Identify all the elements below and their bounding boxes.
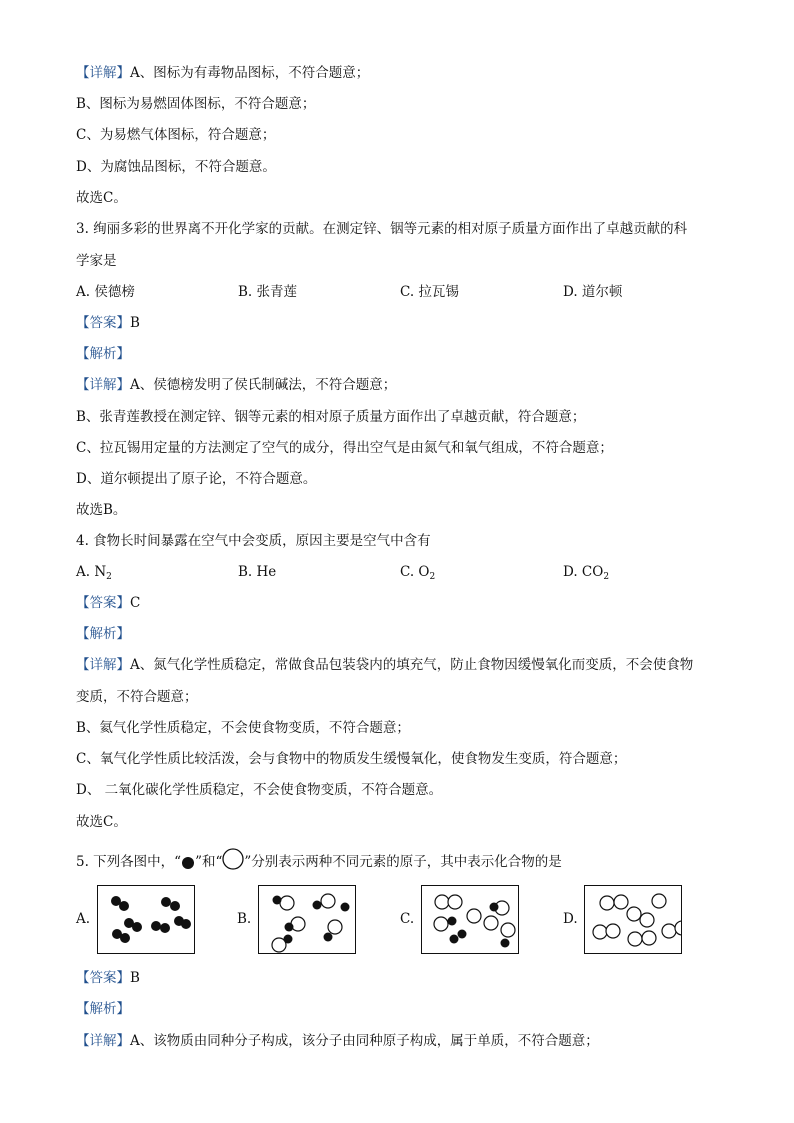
answer-value: B <box>130 970 140 986</box>
q3-option-d: D. 道尔顿 <box>563 284 623 300</box>
q3-analysis <box>76 345 130 363</box>
detail-line-1 <box>76 64 369 82</box>
diagram-box-b <box>258 885 356 954</box>
answer-value: B <box>130 315 140 331</box>
diagram-d-particles <box>585 886 681 953</box>
answer-tag: 【答案】 <box>76 970 130 986</box>
diagram-box-c <box>421 885 519 954</box>
diagram-c-particles <box>422 886 518 953</box>
q4-option-d: D. $CO_2$ <box>563 564 610 582</box>
q5-detail-1 <box>76 1032 599 1050</box>
q4-detail-1 <box>76 656 693 674</box>
answer-value: C <box>130 595 141 611</box>
diagram-a-particles <box>98 886 194 953</box>
q3-stem-line1: 3. 绚丽多彩的世界离不开化学家的贡献。在测定锌、铟等元素的相对原子质量方面作出了卓越贡献的科 <box>76 221 688 237</box>
answer-tag: 【答案】 <box>76 315 130 331</box>
answer-tag: 【答案】 <box>76 595 130 611</box>
detail-line-2: B、图标为易燃固体图标，不符合题意； <box>76 96 316 112</box>
q4-analysis <box>76 625 130 643</box>
analysis-tag: 【解析】 <box>76 346 130 362</box>
diagram-b-particles <box>259 886 355 953</box>
detail-text: A、图标为有毒物品图标，不符合题意； <box>130 65 370 81</box>
q4-stem: 4. 食物长时间暴露在空气中会变质，原因主要是空气中含有 <box>76 533 431 549</box>
detail-text: A、氮气化学性质稳定，常做食品包装袋内的填充气，防止食物因缓慢氧化而变质，不会使食物 <box>130 657 694 673</box>
q3-detail-2: B、张青莲教授在测定锌、铟等元素的相对原子质量方面作出了卓越贡献，符合题意； <box>76 409 586 425</box>
detail-text: A、该物质由同种分子构成，该分子由同种原子构成，属于单质，不符合题意； <box>130 1033 599 1049</box>
q3-answer <box>76 314 140 332</box>
q3-conclusion: 故选B。 <box>76 502 127 518</box>
conclusion-line: 故选C。 <box>76 190 127 206</box>
analysis-tag: 【解析】 <box>76 1001 130 1017</box>
q5-stem: 5. 下列各图中，“ ”和“ ”分别表示两种不同元素的原子，其中表示化合物的是 <box>76 848 562 871</box>
q3-option-c: C. 拉瓦锡 <box>400 284 459 300</box>
q4-detail-4: D、 二氧化碳化学性质稳定，不会使食物变质，不符合题意。 <box>76 782 443 798</box>
box-label-c: C. <box>400 911 415 927</box>
diagram-box-a <box>97 885 195 954</box>
black-atom-icon <box>181 856 195 870</box>
white-atom-icon <box>222 848 244 870</box>
q5-analysis <box>76 1000 130 1018</box>
detail-line-3: C、为易燃气体图标，符合题意； <box>76 127 276 143</box>
q5-answer <box>76 969 140 987</box>
q4-conclusion: 故选C。 <box>76 814 127 830</box>
q4-detail-1b: 变质，不符合题意； <box>76 689 198 705</box>
q4-detail-2: B、氦气化学性质稳定，不会使食物变质，不符合题意； <box>76 720 410 736</box>
q3-detail-1 <box>76 376 396 394</box>
q4-option-a: A. $N_2$ <box>76 564 112 582</box>
q4-answer <box>76 594 140 612</box>
detail-text: A、侯德榜发明了侯氏制碱法，不符合题意； <box>130 377 397 393</box>
q4-option-c: C. $O_2$ <box>400 564 436 582</box>
detail-tag: 【详解】 <box>76 1033 130 1049</box>
box-label-d: D. <box>563 911 578 927</box>
q4-option-b: B. He <box>238 564 277 580</box>
analysis-tag: 【解析】 <box>76 626 130 642</box>
detail-tag: 【详解】 <box>76 377 130 393</box>
detail-line-4: D、为腐蚀品图标，不符合题意。 <box>76 159 276 175</box>
detail-tag: 【详解】 <box>76 657 130 673</box>
diagram-box-d <box>584 885 682 954</box>
box-label-a: A. <box>76 911 91 927</box>
q3-stem-line2: 学家是 <box>76 253 117 269</box>
q3-detail-3: C、拉瓦锡用定量的方法测定了空气的成分，得出空气是由氮气和氧气组成，不符合题意； <box>76 440 613 456</box>
detail-tag: 【详解】 <box>76 65 130 81</box>
q3-option-b: B. 张青莲 <box>238 284 298 300</box>
q4-detail-3: C、氧气化学性质比较活泼，会与食物中的物质发生缓慢氧化，使食物发生变质，符合题意； <box>76 751 627 767</box>
box-label-b: B. <box>237 911 252 927</box>
q3-option-a: A. 侯德榜 <box>76 284 135 300</box>
q3-detail-4: D、道尔顿提出了原子论，不符合题意。 <box>76 471 317 487</box>
